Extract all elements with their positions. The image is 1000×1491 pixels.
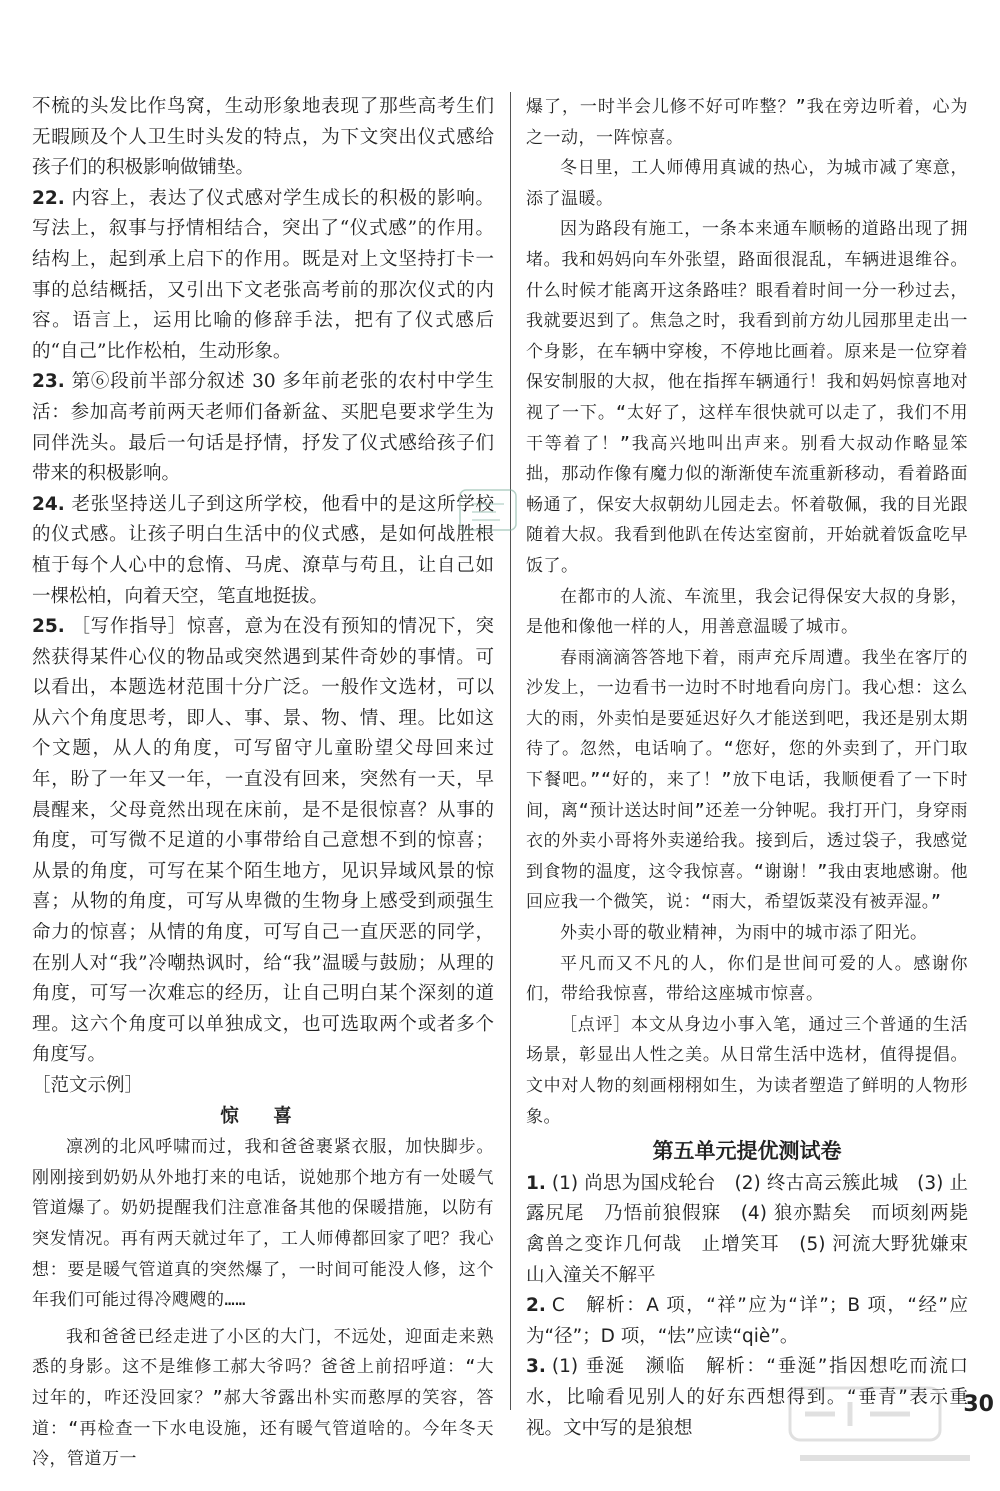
essay-paragraph: 在都市的人流、车流里，我会记得保安大叔的身影，是他和像他一样的人，用善意温暖了城市。 (526, 586, 968, 638)
column-divider (510, 92, 511, 1410)
essay-paragraph: 春雨滴滴答答地下着，雨声充斥周遭。我坐在客厅的沙发上，一边看书一边时不时地看向房门。我心想：这么大的雨，外卖怕是要延迟好久才能送到吧，我还是别太期待了。忽然，电话响了。“您好，您的外卖到了，开门取下餐吧。”“好的，来了！”放下电话，我顺便看了一下时间，离“预计送达时间”还差一分钟呢。我打开门，身穿雨衣的外卖小哥将外卖递给我。接到后，透过袋子，我感觉到食物的温度，这令我惊喜。“谢谢！”我由衷地感谢。他回应我一个微笑，说：“雨大，希望饭菜没有被弄湿。” (526, 647, 968, 913)
question-number: 24. (32, 493, 65, 515)
answer-text: (1) 垂涎 濒临 解析：“垂涎”指因想吃而流口水，比喻看见别人的好东西想得到。“垂青”表示重视。文中写的是狼想 (526, 1356, 968, 1439)
question-number: 25. (32, 616, 65, 638)
question-number: 1. (526, 1172, 546, 1194)
answer-22 (32, 184, 494, 368)
comment (526, 1010, 968, 1132)
answer-text: 第⑥段前半部分叙述 30 多年前老张的农村中学生活：参加高考前两天老师们备新盆、买肥皂要求学生为同伴洗头。最后一句话是抒情，抒发了仪式感给孩子们带来的积极影响。 (32, 371, 494, 485)
essay-paragraph: 我和爸爸已经走进了小区的大门，不远处，迎面走来熟悉的身影。这不是维修工郝大爷吗？爸爸上前招呼道：“大过年的，咋还没回家？”郝大爷露出朴实而憨厚的笑容，答道：“再检查一下水电设施，还有暖气管道啥的。今年冬天冷，管道万一 (32, 1326, 494, 1470)
essay-paragraph: 凛冽的北风呼啸而过，我和爸爸裹紧衣服，加快脚步。刚刚接到奶奶从外地打来的电话，说她那个地方有一处暖气管道爆了。奶奶提醒我们注意准备其他的保暖措施，以防有突发情况。再有两天就过年了，工人师傅都回家了吧？我心想：要是暖气管道真的突然爆了，一时间可能没人修，这个年我们可能过得冷飕飕的…… (32, 1137, 494, 1311)
intro-paragraph: 不梳的头发比作鸟窝，生动形象地表现了那些高考生们无暇顾及个人卫生时头发的特点，为下文突出仪式感给孩子们的积极影响做铺垫。 (32, 96, 494, 179)
page-number: 30 (963, 1392, 994, 1417)
answer-text: (1) 尚思为国戍轮台 (2) 终古高云簇此城 (3) 止露尻尾 乃悟前狼假寐 (4) 狼亦黠矣 而顷刻两毙 禽兽之变诈几何哉 止增笑耳 (5) 河流大野犹嫌束 山入潼关不解平 (526, 1172, 987, 1286)
question-number: 3. (526, 1356, 546, 1378)
answer-text: C 解析：A 项，“祥”应为“详”；B 项，“经”应为“径”；D 项，“怯”应读“qiè”。 (526, 1295, 968, 1347)
essay-paragraph: 冬日里，工人师傅用真诚的热心，为城市减了寒意，添了温暖。 (526, 158, 968, 209)
answer-25 (32, 612, 494, 1071)
essay-paragraph: 外卖小哥的敬业精神，为雨中的城市添了阳光。 (560, 923, 928, 944)
answer-text: 惊喜，意为在没有预知的情况下，突然获得某件心仪的物品或突然遇到某件奇妙的事情。可以看出，本题选材范围十分广泛。一般作文选材，可以从六个角度思考，即人、事、景、物、情、理。比如这个文题，从人的角度，可写留守儿童盼望父母回来过年，盼了一年又一年，一直没有回来，突然有一天，早晨醒来，父母竟然出现在床前，是不是很惊喜？从事的角度，可写微不足道的小事带给自己意想不到的惊喜；从景的角度，可写在某个陌生地方，见识异域风景的惊喜；从物的角度，可写从卑微的生物身上感受到顽强生命力的惊喜；从情的角度，可写自己一直厌恶的同学，在别人对“我”冷嘲热讽时，给“我”温暖与鼓励；从理的角度，可写一次难忘的经历，让自己明白某个深刻的道理。这六个角度可以单独成文，也可选取两个或者多个角度写。 (32, 616, 494, 1066)
essay-paragraph: 爆了，一时半会儿修不好可咋整？”我在旁边听着，心为之一动，一阵惊喜。 (526, 97, 968, 148)
answer-23 (32, 367, 494, 489)
sample-essay-label: ［范文示例］ (32, 1075, 144, 1096)
answer-1 (526, 1169, 987, 1291)
essay-paragraph: 平凡而又不凡的人，你们是世间可爱的人。感谢你们，带给我惊喜，带给这座城市惊喜。 (526, 953, 968, 1005)
answer-24 (32, 490, 494, 612)
comment-text: 本文从身边小事入笔，通过三个普通的生活场景，彰显出人性之美。从日常生活中选材，值得提倡。文中对人物的刻画栩栩如生，为读者塑造了鲜明的人物形象。 (526, 1014, 968, 1127)
comment-label: ［点评］ (560, 1014, 631, 1035)
answer-text: 老张坚持送儿子到这所学校，他看中的是这所学校的仪式感。让孩子明白生活中的仪式感，是如何战胜根植于每个人心中的怠惰、马虎、潦草与苟且，让自己如一棵松柏，向着天空，笔直地挺拔。 (32, 493, 494, 607)
question-number: 23. (32, 371, 65, 393)
question-number: 22. (32, 187, 65, 209)
section-title: 第五单元提优测试卷 (652, 1139, 842, 1164)
writing-guide-label: ［写作指导］ (70, 616, 187, 638)
essay-paragraph: 因为路段有施工，一条本来通车顺畅的道路出现了拥堵。我和妈妈向车外张望，路面很混乱，车辆进退维谷。什么时候才能离开这条路哇？眼看着时间一分一秒过去，我就要迟到了。焦急之时，我看到前方幼儿园那里走出一个身影，在车辆中穿梭，不停地比画着。原来是一位穿着保安制服的大叔，他在指挥车辆通行！我和妈妈惊喜地对视了一下。“太好了，这样车很快就可以走了，我们不用干等着了！”我高兴地叫出声来。别看大叔动作略显笨拙，那动作像有魔力似的渐渐使车流重新移动，看着路面畅通了，保安大叔朝幼儿园走去。怀着敬佩，我的目光跟随着大叔。我看到他趴在传达室窗前，开始就着饭盒吃早饭了。 (526, 219, 968, 576)
answer-text: 内容上，表达了仪式感对学生成长的积极的影响。写法上，叙事与抒情相结合，突出了“仪式感”的作用。结构上，起到承上启下的作用。既是对上文坚持打卡一事的总结概括，又引出下文老张高考前的那次仪式的内容。语言上，运用比喻的修辞手法，把有了仪式感后的“自己”比作松柏，生动形象。 (32, 187, 494, 362)
answer-2 (526, 1291, 968, 1352)
essay-title: 惊 喜 (220, 1105, 306, 1127)
stamp-logo (452, 480, 524, 540)
left-column (32, 92, 494, 1475)
question-number: 2. (526, 1295, 546, 1317)
